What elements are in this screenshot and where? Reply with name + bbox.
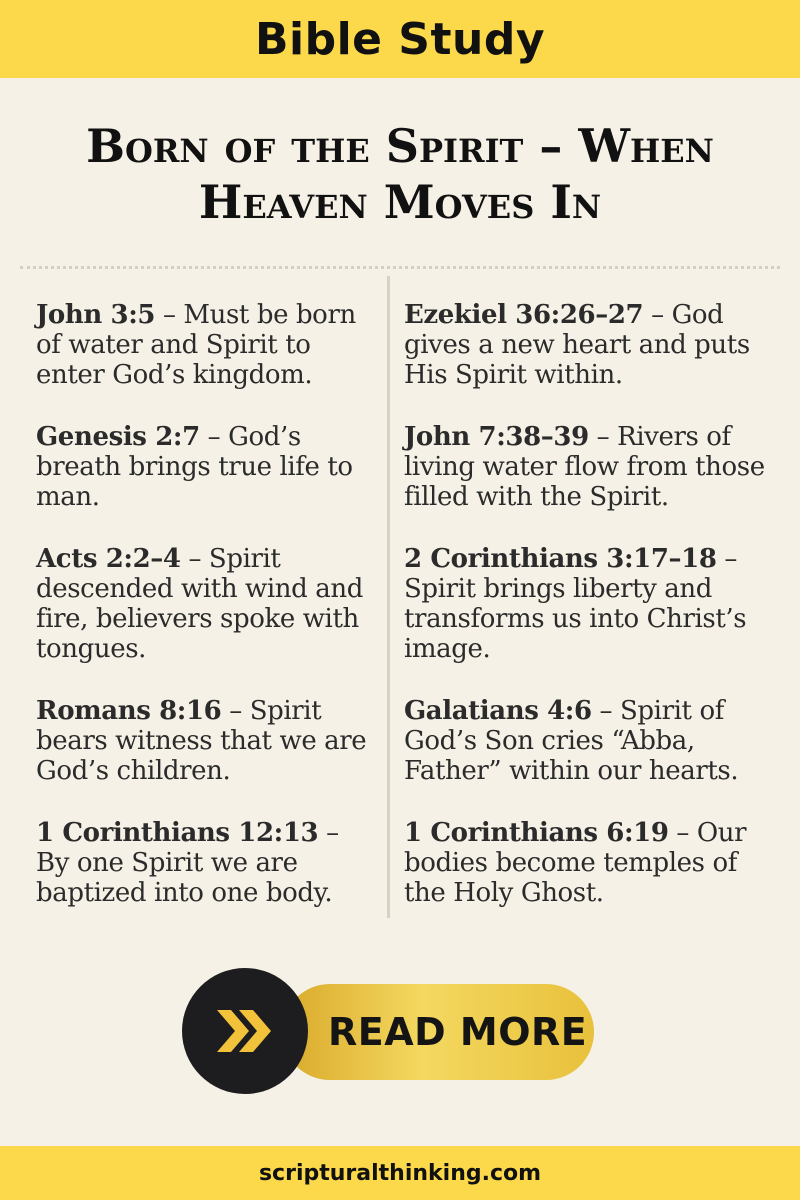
verse-entry xyxy=(404,696,774,786)
title-divider xyxy=(20,266,780,269)
verse-reference: 1 Corinthians 12:13 xyxy=(36,818,319,848)
verse-summary: – Spirit bears witness that we are God’s children. xyxy=(36,696,367,786)
verse-entry xyxy=(36,544,376,664)
verse-entry xyxy=(404,422,774,512)
left-column xyxy=(36,300,376,940)
title-line-1: Born of the Spirit – When xyxy=(86,119,714,173)
verse-reference: John 3:5 xyxy=(36,300,156,330)
read-more-button[interactable] xyxy=(182,968,596,1094)
double-chevron-right-icon xyxy=(213,1004,277,1058)
verse-entry xyxy=(404,300,774,390)
verse-reference: Romans 8:16 xyxy=(36,696,222,726)
verse-reference: Genesis 2:7 xyxy=(36,422,200,452)
verse-summary: – Spirit of God’s Son cries “Abba, Father” within our hearts. xyxy=(404,696,739,786)
verse-summary: – Our bodies become temples of the Holy Ghost. xyxy=(404,818,747,908)
verse-reference: Ezekiel 36:26–27 xyxy=(404,300,644,330)
page-title xyxy=(0,118,800,230)
verse-reference: Acts 2:2–4 xyxy=(36,544,181,574)
read-more-label: READ MORE xyxy=(328,1010,588,1054)
verse-entry xyxy=(404,818,774,908)
verse-summary: – Rivers of living water flow from those filled with the Spirit. xyxy=(404,422,765,512)
read-more-pill[interactable] xyxy=(282,984,594,1080)
verse-entry xyxy=(36,818,376,908)
header-banner xyxy=(0,0,800,78)
verse-reference: 1 Corinthians 6:19 xyxy=(404,818,669,848)
verse-reference: Galatians 4:6 xyxy=(404,696,592,726)
column-divider xyxy=(387,276,390,918)
verse-summary: – Must be born of water and Spirit to enter God’s kingdom. xyxy=(36,300,356,390)
verse-reference: John 7:38–39 xyxy=(404,422,589,452)
right-column xyxy=(404,300,774,940)
title-line-2: Heaven Moves In xyxy=(198,175,602,229)
verse-summary: – God’s breath brings true life to man. xyxy=(36,422,353,512)
verse-entry xyxy=(36,696,376,786)
verse-reference: 2 Corinthians 3:17–18 xyxy=(404,544,717,574)
verse-entry xyxy=(404,544,774,664)
verse-summary: – God gives a new heart and puts His Spirit within. xyxy=(404,300,750,390)
footer-site-link[interactable]: scripturalthinking.com xyxy=(258,1160,542,1186)
verse-entry xyxy=(36,422,376,512)
verse-summary: – By one Spirit we are baptized into one body. xyxy=(36,818,339,908)
verse-entry xyxy=(36,300,376,390)
footer-banner xyxy=(0,1146,800,1200)
verse-summary: – Spirit descended with wind and fire, believers spoke with tongues. xyxy=(36,544,363,664)
header-label: Bible Study xyxy=(254,13,546,65)
read-more-circle[interactable] xyxy=(182,968,308,1094)
verse-summary: – Spirit brings liberty and transforms us into Christ’s image. xyxy=(404,544,747,664)
